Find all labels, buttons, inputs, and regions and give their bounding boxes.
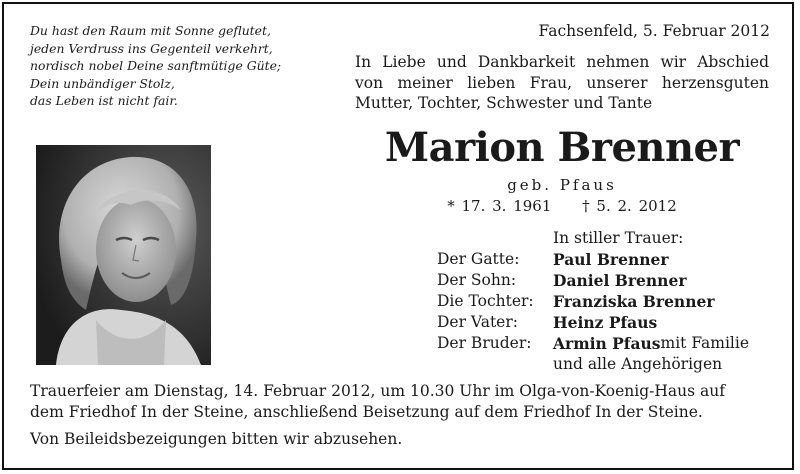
mourner-name: Paul Brenner xyxy=(553,250,669,269)
birth-date: * 17. 3. 1961 xyxy=(447,197,552,215)
memorial-poem xyxy=(30,22,350,110)
poem-line: jeden Verdruss ins Gegenteil verkehrt, xyxy=(30,40,273,56)
intro-line: von meiner lieben Frau, unserer herzensguten xyxy=(355,73,769,92)
mourner-role: Die Tochter: xyxy=(437,292,534,310)
mourner-name: Armin Pfaus xyxy=(553,334,661,353)
mourner-role: Der Bruder: xyxy=(437,334,532,352)
life-dates xyxy=(355,197,769,215)
farewell-intro xyxy=(355,52,769,114)
intro-line: In Liebe und Dankbarkeit nehmen wir Abschied xyxy=(355,53,769,71)
mourner-role: Der Vater: xyxy=(437,313,518,331)
poem-line: nordisch nobel Deine sanftmütige Güte; xyxy=(30,58,282,73)
mourner-suffix: mit Familie xyxy=(660,334,750,352)
mourners-list xyxy=(437,228,749,375)
mourner-name: Franziska Brenner xyxy=(553,292,715,311)
service-line: dem Friedhof In der Steine, anschließend Beisetzung auf dem Friedhof In der Steine. xyxy=(30,403,703,421)
mourner-row xyxy=(437,249,749,270)
intro-line: Mutter, Tochter, Schwester und Tante xyxy=(355,94,653,112)
deceased-name: Marion Brenner xyxy=(384,124,740,171)
birth-name: geb. Pfaus xyxy=(507,176,617,194)
portrait-photo xyxy=(36,145,211,365)
funeral-service-info xyxy=(30,381,774,423)
poem-line: das Leben ist nicht fair. xyxy=(30,93,178,108)
poem-line: Du hast den Raum mit Sonne geflutet, xyxy=(30,23,271,38)
service-line: Trauerfeier am Dienstag, 14. Februar 2012, um 10.30 Uhr im Olga-von-Koenig-Haus auf xyxy=(30,382,725,400)
place-date: Fachsenfeld, 5. Februar 2012 xyxy=(538,22,770,40)
mourner-row xyxy=(437,270,749,291)
mourners-closing: und alle Angehörigen xyxy=(553,355,723,373)
mourner-role: Der Gatte: xyxy=(437,250,520,268)
mourner-row xyxy=(437,312,749,333)
mourner-row xyxy=(437,333,749,354)
condolence-note: Von Beileidsbezeigungen bitten wir abzusehen. xyxy=(30,430,403,448)
mourner-name: Daniel Brenner xyxy=(553,271,687,290)
mourners-intro: In stiller Trauer: xyxy=(553,229,684,247)
poem-line: Dein unbändiger Stolz, xyxy=(30,75,175,91)
death-date: † 5. 2. 2012 xyxy=(582,197,677,215)
mourner-role: Der Sohn: xyxy=(437,271,517,289)
mourner-name: Heinz Pfaus xyxy=(553,313,658,332)
mourner-row xyxy=(437,291,749,312)
